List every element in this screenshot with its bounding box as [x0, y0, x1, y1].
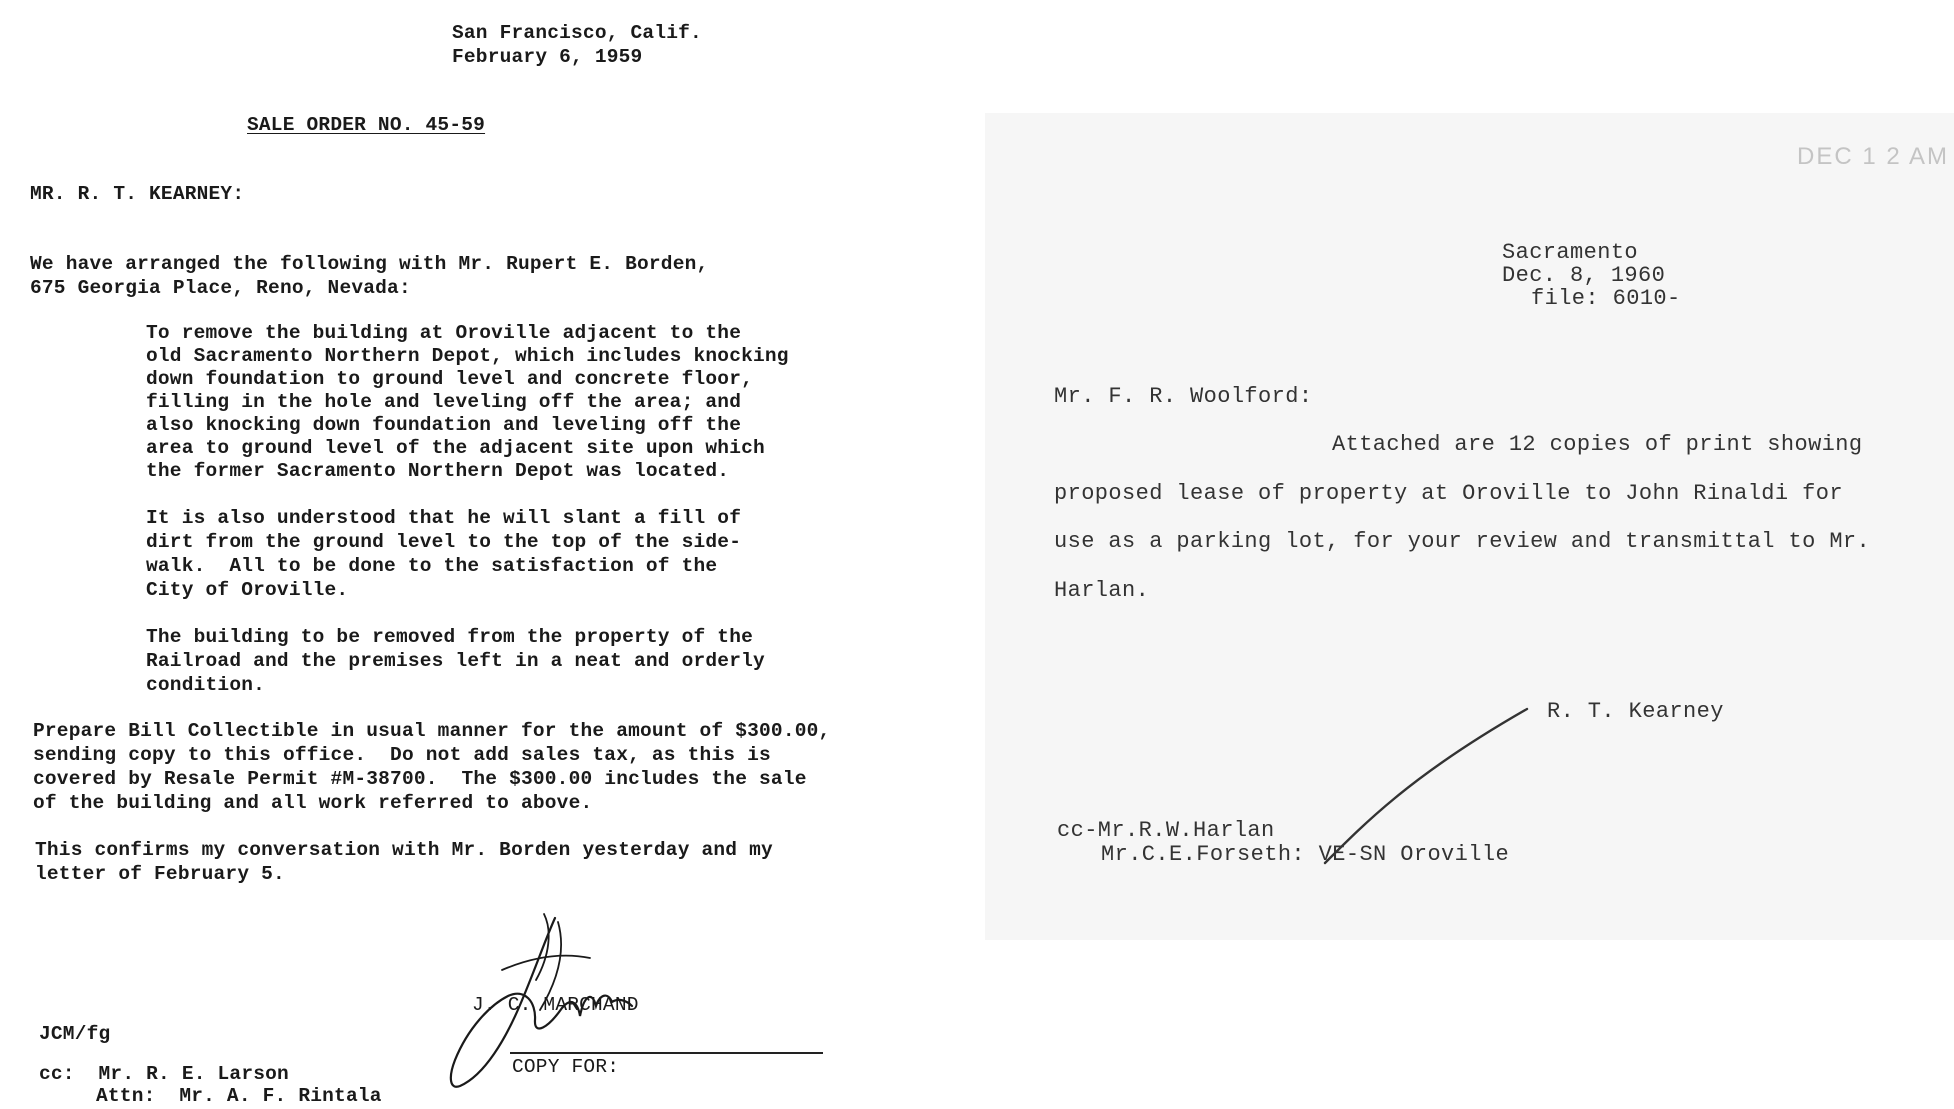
- cc-line-1: cc-Mr.R.W.Harlan: [1057, 818, 1275, 843]
- file-number: file: 6010-: [1531, 286, 1681, 311]
- para3-line-2: Railroad and the premises left in a neat and orderly: [146, 650, 765, 672]
- cc-line-2: Attn: Mr. A. F. Rintala: [96, 1085, 382, 1107]
- para1-line-6: area to ground level of the adjacent site upon which: [146, 437, 765, 459]
- para1-line-7: the former Sacramento Northern Depot was located.: [146, 460, 730, 482]
- intro-line-2: 675 Georgia Place, Reno, Nevada:: [30, 277, 411, 299]
- letter-date: February 6, 1959: [452, 46, 643, 68]
- body-line-4: Harlan.: [1054, 578, 1150, 603]
- para1-line-2: old Sacramento Northern Depot, which includes knocking: [146, 345, 789, 367]
- cc-line-2: Mr.C.E.Forseth: VE-SN Oroville: [1101, 842, 1510, 867]
- para4-line-1: Prepare Bill Collectible in usual manner for the amount of $300.00,: [33, 720, 831, 742]
- para1-line-4: filling in the hole and leveling off the area; and: [146, 391, 742, 413]
- para2-line-1: It is also understood that he will slant a fill of: [146, 507, 742, 529]
- para3-line-3: condition.: [146, 674, 266, 696]
- para2-line-2: dirt from the ground level to the top of the side-: [146, 531, 742, 553]
- body-line-2: proposed lease of property at Oroville to John Rinaldi for: [1054, 481, 1843, 506]
- copy-for-rule: [510, 1052, 823, 1054]
- copy-for-label: COPY FOR:: [512, 1056, 620, 1078]
- para3-line-1: The building to be removed from the property of the: [146, 626, 753, 648]
- letter-date: Dec. 8, 1960: [1502, 263, 1666, 288]
- para1-line-1: To remove the building at Oroville adjacent to the: [146, 322, 742, 344]
- para4-line-3: covered by Resale Permit #M-38700. The $300.00 includes the sale: [33, 768, 807, 790]
- signer-name: J. C. MARCHAND: [472, 994, 639, 1016]
- cc-line-1: cc: Mr. R. E. Larson: [39, 1063, 289, 1085]
- right-letter: [985, 113, 1954, 940]
- addressee: MR. R. T. KEARNEY:: [30, 183, 245, 205]
- para1-line-5: also knocking down foundation and leveling off the: [146, 414, 742, 436]
- para5-line-1: This confirms my conversation with Mr. Borden yesterday and my: [35, 839, 773, 861]
- para2-line-3: walk. All to be done to the satisfaction of the: [146, 555, 718, 577]
- initials: JCM/fg: [39, 1023, 111, 1045]
- addressee: Mr. F. R. Woolford:: [1054, 384, 1313, 409]
- para4-line-2: sending copy to this office. Do not add sales tax, as this is: [33, 744, 771, 766]
- left-letter: [0, 0, 960, 1107]
- para1-line-3: down foundation to ground level and concrete floor,: [146, 368, 753, 390]
- para2-line-4: City of Oroville.: [146, 579, 349, 601]
- letter-place: San Francisco, Calif.: [452, 22, 702, 44]
- letter-place: Sacramento: [1502, 240, 1639, 265]
- intro-line-1: We have arranged the following with Mr. Rupert E. Borden,: [30, 253, 709, 275]
- received-stamp: DEC 1 2 AM: [1797, 143, 1950, 170]
- para5-line-2: letter of February 5.: [35, 863, 285, 885]
- signer-name: R. T. Kearney: [1547, 699, 1724, 724]
- body-line-1: Attached are 12 copies of print showing: [1332, 432, 1863, 457]
- para4-line-4: of the building and all work referred to above.: [33, 792, 593, 814]
- sale-order-title: SALE ORDER NO. 45-59: [247, 114, 486, 136]
- body-line-3: use as a parking lot, for your review and transmittal to Mr.: [1054, 529, 1871, 554]
